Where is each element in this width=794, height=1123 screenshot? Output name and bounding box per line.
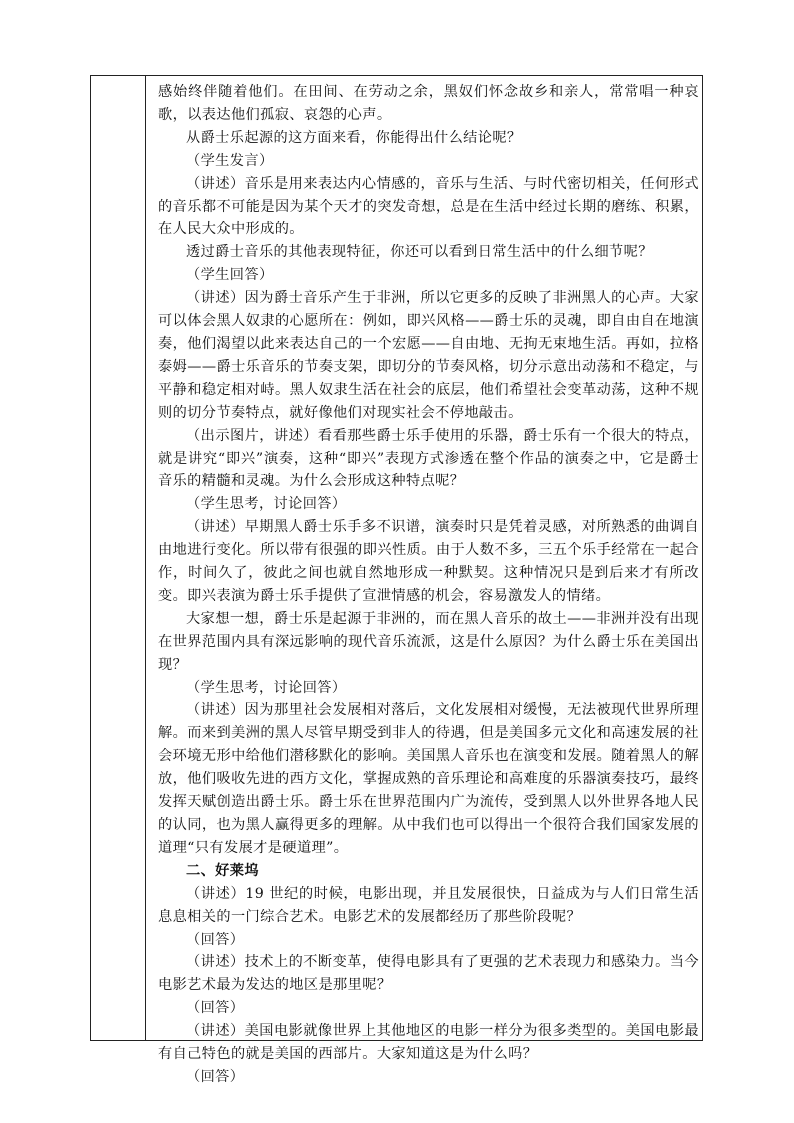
paragraph-student-note: （回答） (186, 931, 245, 948)
paragraph-student-note: （学生发言） (186, 152, 274, 169)
paragraph-student-note: （学生思考，讨论回答） (186, 679, 347, 696)
paragraph-question: 从爵士乐起源的这方面来看，你能得出什么结论呢？ (186, 129, 522, 146)
paragraph-lecture: （讲述）早期黑人爵士乐手多不识谱，演奏时只是凭着灵感，对所熟悉的曲调自由地进行变化。所以带有很强的即兴性质。由于人数不多，三五个乐手经常在一起合作，时间久了，彼此之间也就自然地形成一种默契。这种情况只是到后来才有所改变。即兴表演为爵士乐手提供了宣泄情感的机会，容易激发人的情绪。 (158, 519, 699, 604)
paragraph-lecture: （讲述）因为爵士音乐产生于非洲，所以它更多的反映了非洲黑人的心声。大家可以体会黑人奴隶的心愿所在：例如，即兴风格——爵士乐的灵魂，即自由自在地演奏，他们渴望以此来表达自己的一个宏愿——自由地、无拘无束地生活。再如，拉格泰姆——爵士乐音乐的节奏支架，即切分的节奏风格，切分示意出动荡和不稳定，与平静和稳定相对峙。黑人奴隶生活在社会的底层，他们希望社会变革动荡，这种不规则的切分节奏特点，就好像他们对现实社会不停地敲击。 (158, 290, 699, 421)
paragraph-question: 透过爵士音乐的其他表现特征，你还可以看到日常生活中的什么细节呢？ (186, 244, 653, 261)
paragraph-question: 大家想一想，爵士乐是起源于非洲的，而在黑人音乐的故土——非洲并没有出现在世界范围内具有深远影响的现代音乐流派，这是什么原因？为什么爵士乐在美国出现？ (158, 610, 699, 673)
paragraph-lecture: （讲述）技术上的不断变革，使得电影具有了更强的艺术表现力和感染力。当今电影艺术最为发达的地区是那里呢？ (158, 954, 699, 994)
paragraph-student-note: （回答） (186, 1068, 245, 1085)
paragraph-lecture: （讲述）美国电影就像世界上其他地区的电影一样分为很多类型的。美国电影最有自己特色的就是美国的西部片。大家知道这是为什么吗？ (158, 1023, 699, 1063)
section-heading: 二、好莱坞 (186, 862, 259, 879)
paragraph-lecture: （讲述）19 世纪的时候，电影出现，并且发展很快，日益成为与人们日常生活息息相关的一门综合艺术。电影艺术的发展都经历了那些阶段呢？ (158, 885, 699, 925)
lesson-content-cell (158, 81, 699, 1089)
paragraph-lecture: （出示图片，讲述）看看那些爵士乐手使用的乐器，爵士乐有一个很大的特点，就是讲究“即兴”演奏，这种“即兴”表现方式渗透在整个作品的演奏之中，它是爵士音乐的精髓和灵魂。为什么会形成这种特点呢？ (158, 427, 699, 490)
paragraph-student-note: （学生回答） (186, 267, 274, 284)
paragraph-lecture: （讲述）音乐是用来表达内心情感的，音乐与生活、与时代密切相关，任何形式的音乐都不可能是因为某个天才的突发奇想，总是在生活中经过长期的磨练、积累，在人民大众中形成的。 (158, 175, 699, 238)
paragraph-lecture: （讲述）因为那里社会发展相对落后，文化发展相对缓慢，无法被现代世界所理解。而来到美洲的黑人尽管早期受到非人的待遇，但是美国多元文化和高速发展的社会环境无形中给他们潜移默化的影响。美国黑人音乐也在演变和发展。随着黑人的解放，他们吸收先进的西方文化，掌握成熟的音乐理论和高难度的乐器演奏技巧，最终发挥天赋创造出爵士乐。爵士乐在世界范围内广为流传，受到黑人以外世界各地人民的认同，也为黑人赢得更多的理解。从中我们也可以得出一个很符合我们国家发展的道理“只有发展才是硬道理”。 (158, 702, 699, 856)
paragraph-continuation: 感始终伴随着他们。在田间、在劳动之余，黑奴们怀念故乡和亲人，常常唱一种哀歌，以表达他们孤寂、哀怨的心声。 (158, 84, 699, 123)
table-column-divider (146, 76, 147, 1040)
table-left-column (91, 76, 146, 1040)
paragraph-student-note: （回答） (186, 1000, 245, 1017)
lesson-table (90, 75, 703, 1085)
paragraph-student-note: （学生思考，讨论回答） (186, 496, 347, 513)
